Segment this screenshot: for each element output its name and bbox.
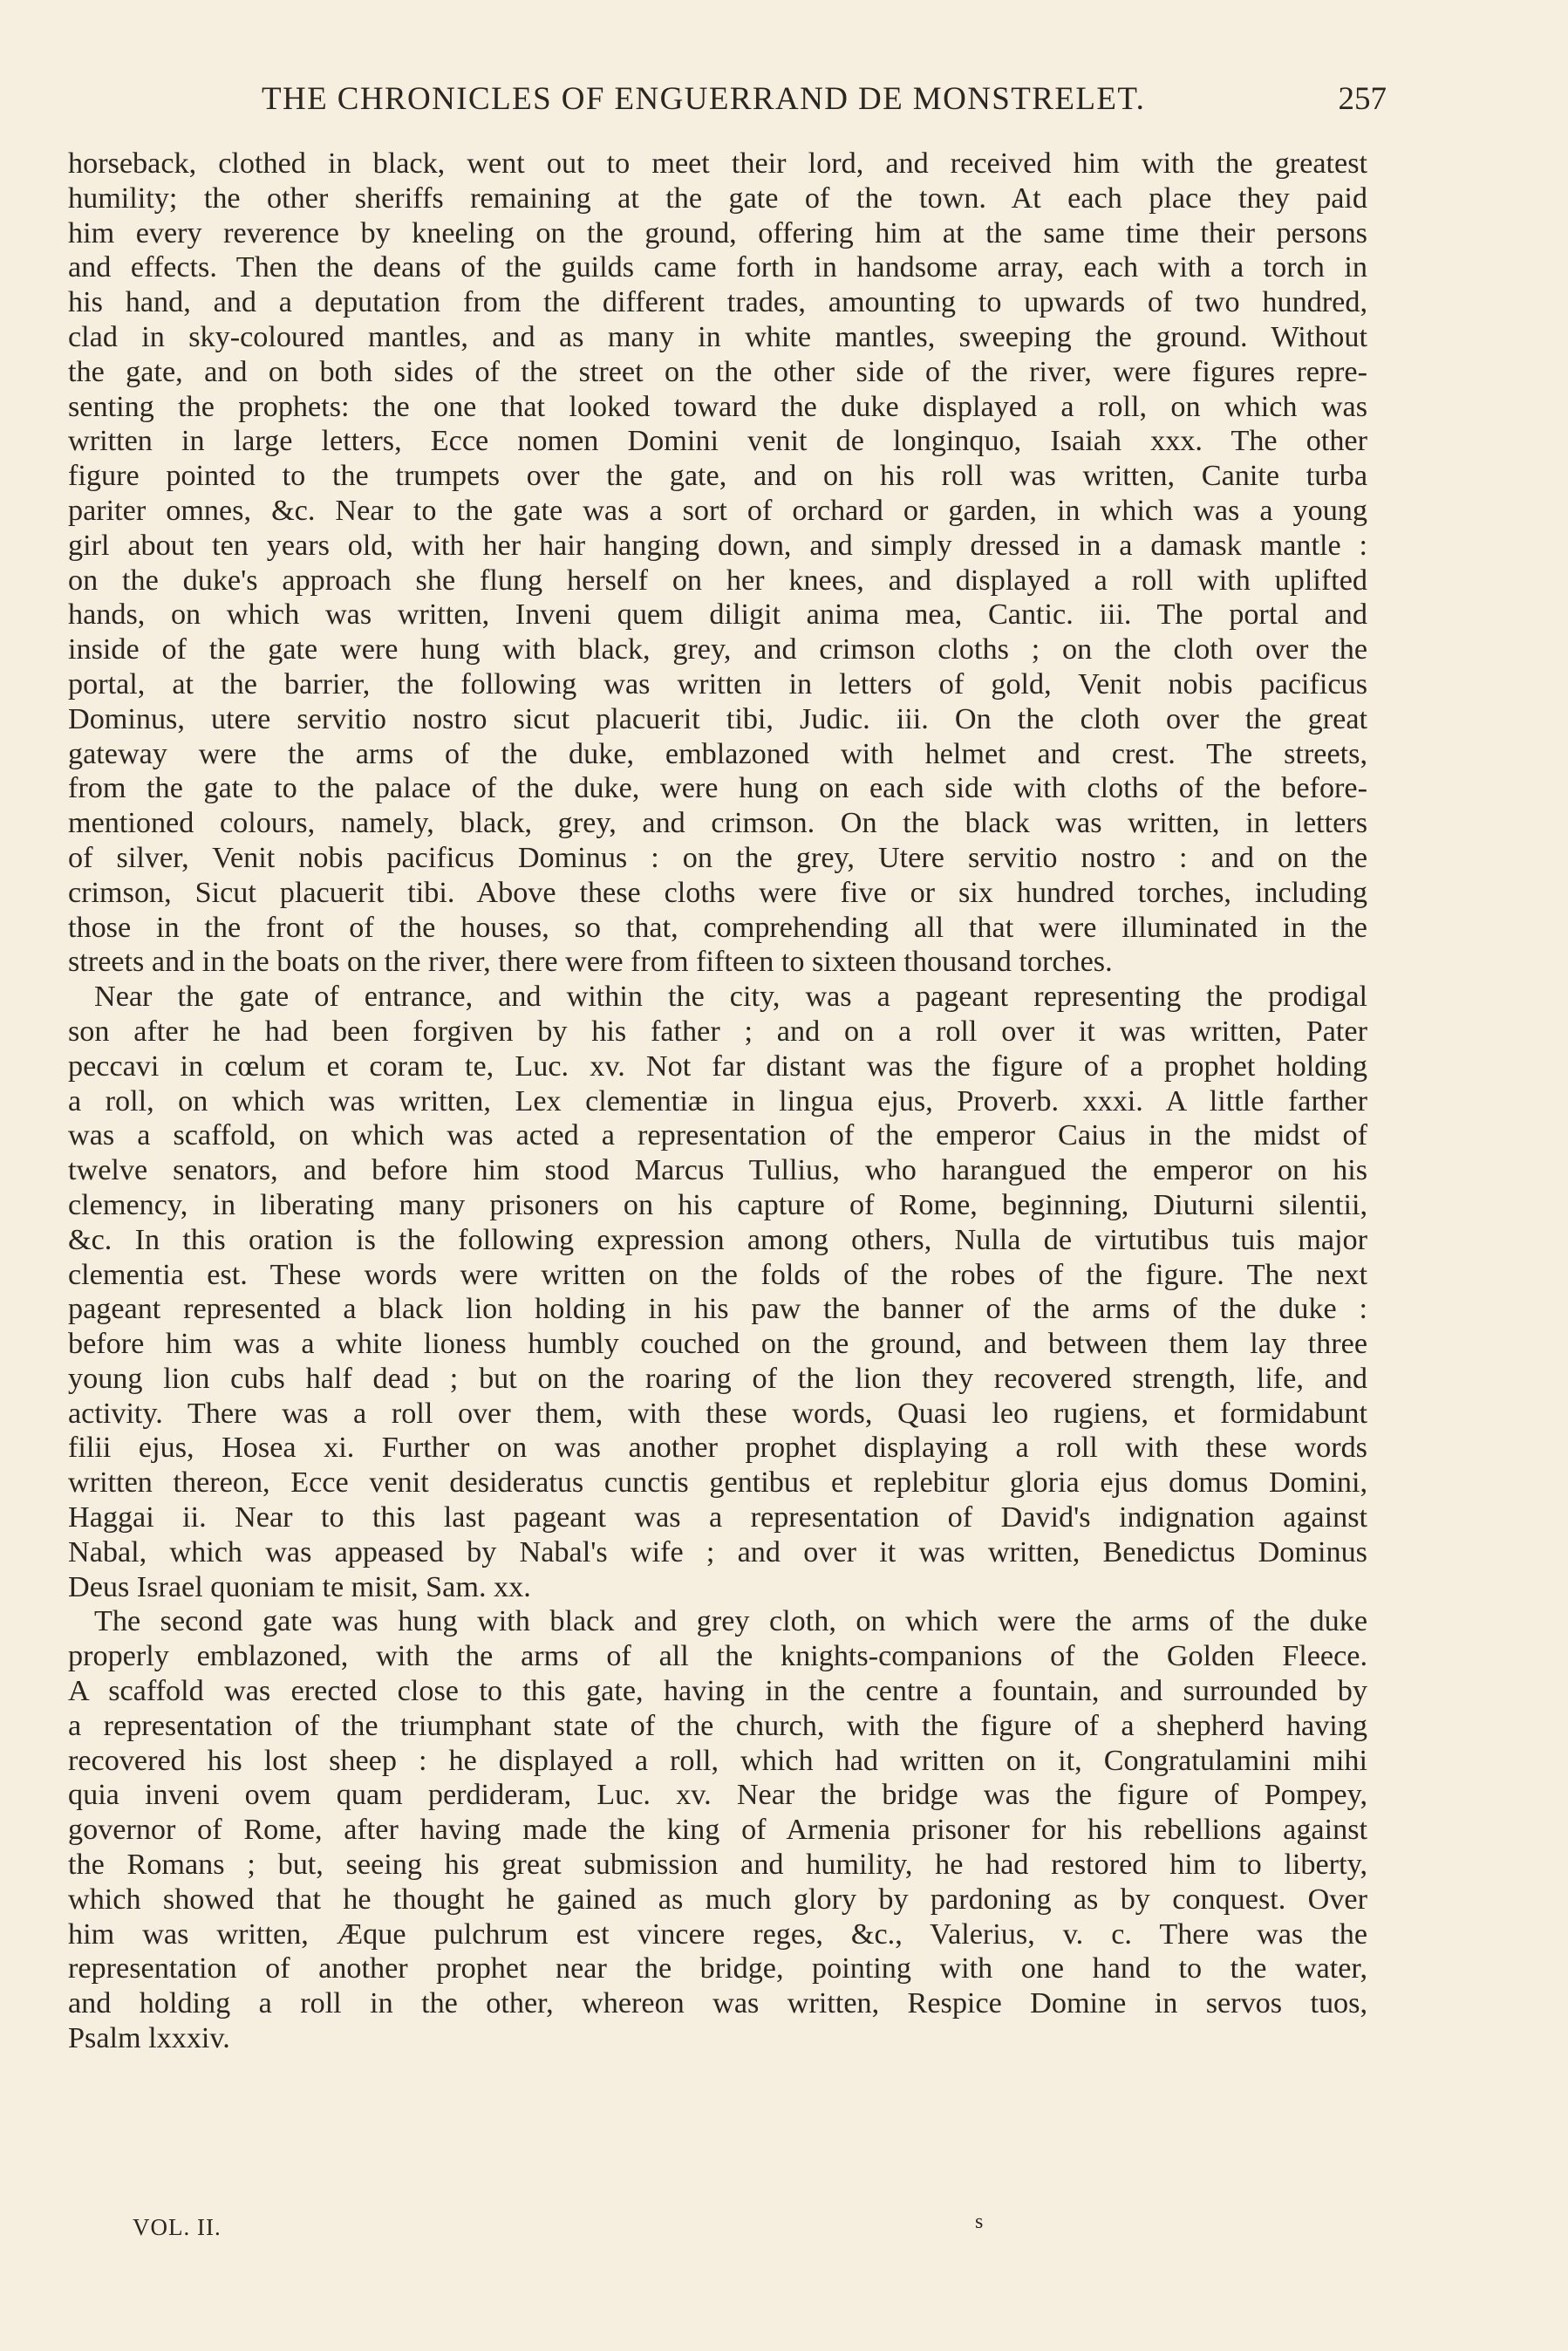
- running-title: THE CHRONICLES OF ENGUERRAND DE MONSTRELET.: [262, 81, 1146, 117]
- volume-label: VOL. II.: [133, 2214, 222, 2240]
- text-line: pariter omnes, &c. Near to the gate was a sort of orchard or garden, in which was a young: [68, 494, 1367, 527]
- page-number: 257: [1338, 81, 1387, 117]
- text-line: figure pointed to the trumpets over the gate, and on his roll was written, Canite turba: [68, 460, 1367, 493]
- text-line: peccavi in cœlum et coram te, Luc. xv. Not far distant was the figure of a prophet holding: [68, 1049, 1367, 1083]
- text-line: properly emblazoned, with the arms of all the knights-companions of the Golden Fleece.: [68, 1640, 1367, 1673]
- text-line: pageant represented a black lion holding in his paw the banner of the arms of the duke :: [68, 1293, 1367, 1326]
- text-line: governor of Rome, after having made the king of Armenia prisoner for his rebellions against: [68, 1814, 1367, 1847]
- text-line: Haggai ii. Near to this last pageant was a representation of David's indignation against: [68, 1501, 1367, 1534]
- text-line: and effects. Then the deans of the guilds came forth in handsome array, each with a torch in: [68, 251, 1367, 284]
- text-line: those in the front of the houses, so that, comprehending all that were illuminated in the: [68, 911, 1367, 944]
- text-line: the gate, and on both sides of the street on the other side of the river, were figures repre-: [68, 355, 1367, 388]
- text-line: inside of the gate were hung with black, grey, and crimson cloths ; on the cloth over the: [68, 633, 1367, 666]
- signature-mark: s: [975, 2211, 984, 2233]
- text-line: the Romans ; but, seeing his great submission and humility, he had restored him to liberty,: [68, 1849, 1367, 1882]
- body-text: [68, 147, 1367, 2056]
- text-line: before him was a white lioness humbly couched on the ground, and between them lay three: [68, 1328, 1367, 1361]
- text-line: clemency, in liberating many prisoners on his capture of Rome, beginning, Diuturni silentii,: [68, 1188, 1367, 1221]
- text-line: and holding a roll in the other, whereon was written, Respice Domine in servos tuos,: [68, 1987, 1367, 2020]
- text-line: son after he had been forgiven by his father ; and on a roll over it was written, Pater: [68, 1015, 1367, 1048]
- paragraph-2: [68, 980, 1367, 1604]
- text-line: crimson, Sicut placuerit tibi. Above these cloths were five or six hundred torches, including: [68, 876, 1367, 909]
- paragraph-3: [68, 1604, 1367, 2055]
- text-line: clementia est. These words were written on the folds of the robes of the figure. The next: [68, 1258, 1367, 1291]
- text-line: which showed that he thought he gained as much glory by pardoning as by conquest. Over: [68, 1883, 1367, 1916]
- text-line: Nabal, which was appeased by Nabal's wife ; and over it was written, Benedictus Dominus: [68, 1535, 1367, 1568]
- text-line: girl about ten years old, with her hair hanging down, and simply dressed in a damask mantle :: [68, 529, 1367, 562]
- text-line: twelve senators, and before him stood Marcus Tullius, who harangued the emperor on his: [68, 1154, 1367, 1187]
- text-line: senting the prophets: the one that looked toward the duke displayed a roll, on which was: [68, 390, 1367, 423]
- text-line: The second gate was hung with black and grey cloth, on which were the arms of the duke: [94, 1605, 1367, 1638]
- text-line: portal, at the barrier, the following was written in letters of gold, Venit nobis pacificus: [68, 667, 1367, 701]
- text-line: on the duke's approach she flung herself on her knees, and displayed a roll with uplifted: [68, 564, 1367, 597]
- text-line: his hand, and a deputation from the different trades, amounting to upwards of two hundred,: [68, 286, 1367, 319]
- text-line: filii ejus, Hosea xi. Further on was another prophet displaying a roll with these words: [68, 1432, 1367, 1465]
- text-line: recovered his lost sheep : he displayed a roll, which had written on it, Congratulamini mihi: [68, 1744, 1367, 1777]
- page-footer: [133, 2211, 1005, 2249]
- text-line: streets and in the boats on the river, there were from fifteen to sixteen thousand torches.: [68, 946, 1113, 979]
- text-line: him was written, Æque pulchrum est vincere reges, &c., Valerius, v. c. There was the: [68, 1917, 1367, 1951]
- text-line: written in large letters, Ecce nomen Domini venit de longinquo, Isaiah xxx. The other: [68, 425, 1367, 458]
- text-line: horseback, clothed in black, went out to meet their lord, and received him with the greatest: [68, 147, 1367, 180]
- text-line: hands, on which was written, Inveni quem diligit anima mea, Cantic. iii. The portal and: [68, 598, 1367, 632]
- text-line: from the gate to the palace of the duke, were hung on each side with cloths of the before-: [68, 772, 1367, 805]
- text-line: gateway were the arms of the duke, emblazoned with helmet and crest. The streets,: [68, 737, 1367, 770]
- text-line: a roll, on which was written, Lex clementiæ in lingua ejus, Proverb. xxxi. A little farther: [68, 1084, 1367, 1117]
- text-line: him every reverence by kneeling on the ground, offering him at the same time their persons: [68, 216, 1367, 249]
- text-line: mentioned colours, namely, black, grey, and crimson. On the black was written, in letters: [68, 807, 1367, 840]
- page-header: [262, 80, 1387, 124]
- text-line: of silver, Venit nobis pacificus Dominus : on the grey, Utere servitio nostro : and on the: [68, 841, 1367, 874]
- text-line: written thereon, Ecce venit desideratus cunctis gentibus et replebitur gloria ejus domus Domini,: [68, 1466, 1367, 1500]
- text-line: A scaffold was erected close to this gate, having in the centre a fountain, and surrounded by: [68, 1675, 1367, 1708]
- text-line: Dominus, utere servitio nostro sicut placuerit tibi, Judic. iii. On the cloth over the great: [68, 702, 1367, 735]
- text-line: quia inveni ovem quam perdideram, Luc. xv. Near the bridge was the figure of Pompey,: [68, 1779, 1367, 1812]
- text-line: was a scaffold, on which was acted a representation of the emperor Caius in the midst of: [68, 1119, 1367, 1152]
- text-line: a representation of the triumphant state of the church, with the figure of a shepherd having: [68, 1709, 1367, 1742]
- paragraph-1: [68, 147, 1367, 980]
- text-line: &c. In this oration is the following expression among others, Nulla de virtutibus tuis major: [68, 1223, 1367, 1256]
- text-line: young lion cubs half dead ; but on the roaring of the lion they recovered strength, life, and: [68, 1362, 1367, 1395]
- text-line: clad in sky-coloured mantles, and as many in white mantles, sweeping the ground. Without: [68, 320, 1367, 353]
- text-line: Deus Israel quoniam te misit, Sam. xx.: [68, 1570, 531, 1603]
- text-line: representation of another prophet near the bridge, pointing with one hand to the water,: [68, 1952, 1367, 1985]
- text-line: Near the gate of entrance, and within the city, was a pageant representing the prodigal: [94, 981, 1367, 1014]
- text-line: Psalm lxxxiv.: [68, 2022, 230, 2055]
- text-line: activity. There was a roll over them, with these words, Quasi leo rugiens, et formidabunt: [68, 1397, 1367, 1430]
- text-line: humility; the other sheriffs remaining at the gate of the town. At each place they paid: [68, 181, 1367, 215]
